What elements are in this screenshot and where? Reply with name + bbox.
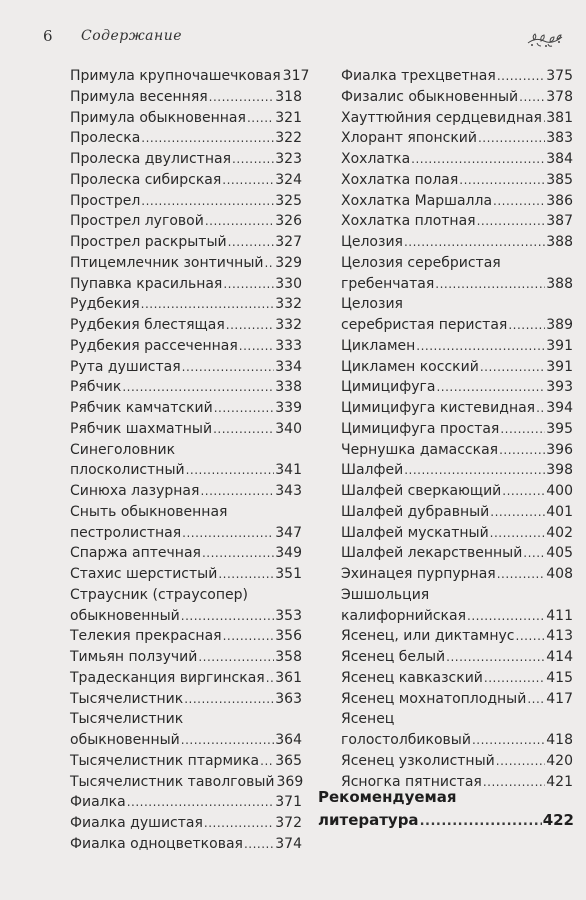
entry-page-number: 369 [276,773,304,790]
entry-page-number: 343 [275,483,302,499]
toc-entry[interactable] [341,460,573,481]
entry-page-number: 374 [275,835,302,852]
toc-entry[interactable] [70,709,302,751]
entry-title-line: Ясенец [341,711,395,728]
toc-entry[interactable] [341,336,573,357]
leader-dots [186,460,275,481]
entry-page-number: 329 [275,254,302,271]
toc-entry[interactable] [70,87,302,108]
leader-dots [467,606,545,627]
leader-dots [181,730,275,751]
toc-entry[interactable] [341,751,573,772]
entry-title-line: Тысячелистник [70,711,184,728]
toc-entry[interactable] [341,253,573,295]
toc-entry[interactable] [70,315,302,336]
leader-dots [223,274,274,295]
leader-dots [209,87,275,108]
entry-page-number: 375 [546,68,573,84]
leader-dots [478,128,545,149]
page-number: 6 [43,27,53,45]
toc-entry[interactable] [341,585,573,627]
entry-page-number: 358 [275,649,302,665]
toc-entry[interactable] [70,813,302,834]
entry-title: Рябчик камчатский [70,400,213,416]
toc-entry[interactable] [341,481,573,502]
bibliography-page: 422 [542,811,574,829]
entry-title: Птицемлечник зонтичный [70,254,264,271]
entry-title: Цикламен [341,337,416,354]
toc-entry[interactable] [341,170,573,191]
entry-title: Целозия [341,234,403,250]
entry-page-number: 384 [546,151,573,167]
entry-title-line: Целозия серебристая [341,254,501,271]
entry-title: Шалфей дубравный [341,503,490,520]
entry-page-number: 322 [275,130,302,147]
leader-dots [499,440,545,461]
entry-title: Ясенец мохнатоплодный [341,690,527,707]
entry-title: Примула весенняя [70,88,208,105]
leader-dots [223,626,275,647]
entry-page-number: 389 [546,317,573,333]
toc-entry[interactable] [70,564,302,585]
leader-dots [200,481,274,502]
entry-page-number: 332 [275,296,302,313]
entry-page-number: 353 [275,607,302,624]
entry-page-number: 333 [275,337,302,354]
toc-entry[interactable] [70,253,302,274]
entry-page-number: 421 [546,773,573,790]
entry-page-number: 356 [275,628,302,645]
leader-dots [214,398,275,419]
entry-title: Цикламен косский [341,358,479,375]
leader-dots [490,502,545,523]
entry-page-number: 408 [546,566,573,582]
toc-entry[interactable] [70,336,302,357]
leader-dots [411,149,545,170]
entry-page-number: 323 [275,151,302,167]
leader-dots [232,149,274,170]
entry-page-number: 325 [275,192,302,209]
entry-page-number: 338 [275,379,302,396]
leader-dots [264,253,274,274]
leader-dots [222,170,274,191]
entry-title: Тысячелистник [70,690,184,707]
entry-page-number: 391 [546,358,573,375]
leader-dots [484,668,545,689]
bibliography-line-2: литература [318,811,419,829]
toc-entry[interactable] [341,626,573,647]
toc-entry[interactable] [70,834,302,855]
entry-title: Хохлатка Маршалла [341,192,493,209]
leader-dots [226,315,275,336]
toc-entry[interactable] [70,377,302,398]
entry-title-line: Синеголовник [70,441,176,458]
entry-title: Примула крупночашечковая [70,68,281,84]
page-header [43,27,566,51]
toc-entry[interactable] [341,689,573,710]
entry-title-line: Эшшольция [341,586,430,603]
toc-entry[interactable] [70,502,302,544]
entry-page-number: 394 [546,400,573,416]
bibliography-entry[interactable] [318,786,574,833]
entry-page-number: 391 [546,337,573,354]
entry-title: Ясенец белый [341,649,446,665]
toc-entry[interactable] [70,689,302,710]
leader-dots [228,232,275,253]
toc-entry[interactable] [341,294,573,336]
toc-entry[interactable] [70,170,302,191]
entry-title: Хауттюйния сердцевидная [341,109,542,126]
entry-title: Примула обыкновенная [70,109,246,126]
toc-entry[interactable] [70,751,302,772]
entry-title: Ясногка пятнистая [341,773,482,790]
entry-page-number: 417 [546,690,573,707]
entry-page-number: 396 [546,441,573,458]
entry-title: Ясенец, или диктамнус [341,628,515,645]
entry-page-number: 363 [275,690,302,707]
leader-dots [416,336,545,357]
entry-title: Фиалка [70,794,126,811]
entry-title: Телекия прекрасная [70,628,222,645]
entry-page-number: 385 [546,171,573,188]
entry-page-number: 388 [546,234,573,250]
section-title: Содержание [81,28,183,44]
entry-title: Ясенец кавказский [341,669,483,686]
leader-dots [516,626,546,647]
entry-title: обыкновенный [70,607,180,624]
toc-entry[interactable] [70,668,302,689]
entry-title: Хохлатка [341,151,411,167]
leader-dots [497,564,546,585]
toc-entry[interactable] [341,87,573,108]
leader-dots [490,523,546,544]
entry-title: Цимицифуга [341,379,436,396]
toc-entry[interactable] [341,543,573,564]
leader-dots [247,108,274,129]
toc-entry[interactable] [341,502,573,523]
entry-title: Рудбекия [70,296,140,313]
entry-page-number: 332 [275,317,302,333]
leader-dots [527,689,545,710]
entry-title: Прострел раскрытый [70,234,227,250]
leader-dots [184,689,274,710]
entry-title: Шалфей мускатный [341,524,489,541]
toc-entry[interactable] [341,211,573,232]
entry-title: Шалфей сверкающий [341,483,502,499]
entry-page-number: 402 [546,524,573,541]
leader-dots [205,211,274,232]
entry-title: Рута душистая [70,358,181,375]
leader-dots [477,211,546,232]
leader-dots [480,357,545,378]
entry-title: Пролеска сибирская [70,171,222,188]
toc-left-column [70,66,310,855]
entry-title: Эхинацея пурпурная [341,566,496,582]
entry-title: Шалфей [341,462,404,479]
toc-entry[interactable] [341,523,573,544]
floral-ornament-icon [526,27,564,49]
leader-dots [181,606,275,627]
entry-title: плосколистный [70,462,185,479]
toc-entry[interactable] [341,377,573,398]
toc-entry[interactable] [70,274,302,295]
entry-page-number: 324 [275,171,302,188]
toc-entry[interactable] [70,294,302,315]
leader-dots [260,751,274,772]
entry-title: Тысячелистник птармика [70,752,260,769]
leader-dots [202,543,274,564]
entry-title: Хлорант японский [341,130,477,147]
entry-title: Пролеска двулистная [70,151,231,167]
toc-entry[interactable] [341,191,573,212]
entry-page-number: 372 [275,815,302,831]
leader-dots [404,232,545,253]
toc-entry[interactable] [70,191,302,212]
entry-page-number: 321 [275,109,302,126]
toc-entry[interactable] [70,626,302,647]
leader-dots [497,66,545,87]
bibliography-line-1: Рекомендуемая [318,788,457,806]
toc-entry[interactable] [341,128,573,149]
toc-entry[interactable] [70,419,302,440]
entry-page-number: 395 [546,420,573,437]
toc-entry[interactable] [70,357,302,378]
entry-page-number: 393 [546,379,573,396]
toc-entry[interactable] [70,481,302,502]
entry-title: Цимицифуга простая [341,420,500,437]
toc-entry[interactable] [70,440,302,482]
toc-entry[interactable] [70,398,302,419]
toc-entry[interactable] [341,398,573,419]
entry-page-number: 386 [546,192,573,209]
toc-entry[interactable] [70,211,302,232]
leader-dots [244,834,274,855]
entry-page-number: 387 [546,213,573,230]
entry-page-number: 411 [546,607,573,624]
entry-page-number: 351 [275,566,302,582]
entry-page-number: 383 [546,130,573,147]
leader-dots [239,336,275,357]
leader-dots [446,647,545,668]
entry-page-number: 339 [275,400,302,416]
entry-title: Цимицифуга кистевидная [341,400,536,416]
entry-page-number: 364 [275,732,302,748]
leader-dots [508,315,545,336]
leader-dots [543,108,545,129]
entry-title-line: Страусник (страусопер) [70,586,248,603]
leader-dots [122,377,274,398]
toc-entry[interactable] [70,108,302,129]
entry-title-line: Целозия [341,296,403,313]
entry-page-number: 326 [275,213,302,230]
leader-dots [141,128,274,149]
entry-page-number: 388 [546,275,573,292]
toc-entry[interactable] [341,357,573,378]
leader-dots [472,730,545,751]
entry-title: Пупавка красильная [70,275,223,292]
toc-entry[interactable] [341,564,573,585]
toc-entry[interactable] [341,647,573,668]
entry-title: Прострел [70,192,141,209]
entry-page-number: 401 [546,503,573,520]
entry-title: Рудбекия блестящая [70,317,225,333]
entry-title: Спаржа аптечная [70,545,201,562]
leader-dots [404,460,545,481]
entry-title: Пролеска [70,130,141,147]
leader-dots [493,191,545,212]
entry-page-number: 378 [546,88,573,105]
entry-title-line: Сныть обыкновенная [70,503,228,520]
entry-page-number: 414 [546,649,573,665]
leader-dots [213,419,274,440]
entry-title: обыкновенный [70,732,180,748]
entry-page-number: 318 [275,88,302,105]
entry-title: голостолбиковый [341,732,471,748]
entry-title: Шалфей лекарственный [341,545,523,562]
entry-title: Традесканция виргинская [70,669,265,686]
entry-page-number: 334 [275,358,302,375]
entry-page-number: 365 [275,752,302,769]
leader-dots [141,294,275,315]
leader-dots [182,357,275,378]
entry-page-number: 415 [546,669,573,686]
leader-dots [459,170,545,191]
toc-entry[interactable] [70,792,302,813]
leader-dots [266,668,275,689]
entry-page-number: 330 [275,275,302,292]
entry-title: Тимьян ползучий [70,649,198,665]
leader-dots [218,564,274,585]
entry-page-number: 405 [546,545,573,562]
entry-page-number: 317 [282,68,310,84]
leader-dots [536,398,545,419]
leader-dots [523,543,545,564]
toc-entry[interactable] [70,772,302,793]
entry-page-number: 349 [275,545,302,562]
entry-title: Чернушка дамасская [341,441,499,458]
entry-page-number: 361 [275,669,302,686]
entry-title: Ясенец узколистный [341,752,495,769]
toc-entry[interactable] [70,543,302,564]
entry-title: пестролистная [70,524,182,541]
leader-dots [519,87,545,108]
leader-dots [496,751,546,772]
entry-title: серебристая перистая [341,317,508,333]
entry-page-number: 347 [275,524,302,541]
toc-entry[interactable] [341,108,573,129]
leader-dots [435,274,545,295]
toc-entry[interactable] [70,66,310,87]
entry-title: Хохлатка полая [341,171,459,188]
entry-title: Фиалка трехцветная [341,68,496,84]
leader-dots [198,647,274,668]
leader-dots [141,191,274,212]
entry-title: Хохлатка плотная [341,213,476,230]
leader-dots [182,523,274,544]
toc-right-column [341,66,573,792]
leader-dots [204,813,274,834]
toc-entry[interactable] [341,668,573,689]
leader-dots [420,810,542,833]
entry-title: Рябчик шахматный [70,420,213,437]
toc-entry[interactable] [70,128,302,149]
entry-page-number: 398 [546,462,573,479]
toc-entry[interactable] [70,647,302,668]
entry-title: Рябчик [70,379,122,396]
toc-entry[interactable] [341,709,573,751]
entry-page-number: 371 [275,794,302,811]
toc-entry[interactable] [70,232,302,253]
entry-page-number: 381 [546,109,573,126]
entry-title: калифорнийская [341,607,467,624]
entry-page-number: 413 [546,628,573,645]
toc-entry[interactable] [341,232,573,253]
leader-dots [502,481,545,502]
toc-entry[interactable] [70,149,302,170]
toc-entry[interactable] [70,585,302,627]
entry-title: Фиалка одноцветковая [70,835,243,852]
leader-dots [436,377,545,398]
entry-title: Физалис обыкновенный [341,88,519,105]
entry-title: Прострел луговой [70,213,204,230]
entry-title: гребенчатая [341,275,435,292]
toc-entry[interactable] [341,66,573,87]
entry-page-number: 340 [275,420,302,437]
entry-page-number: 418 [546,732,573,748]
entry-page-number: 341 [275,462,302,479]
leader-dots [127,792,275,813]
entry-page-number: 327 [275,234,302,250]
entry-title: Фиалка душистая [70,815,203,831]
entry-page-number: 420 [546,752,573,769]
toc-entry[interactable] [341,149,573,170]
entry-title: Рудбекия рассеченная [70,337,238,354]
toc-entry[interactable] [341,419,573,440]
entry-title: Тысячелистник таволговый [70,773,275,790]
entry-title: Синюха лазурная [70,483,200,499]
leader-dots [500,419,545,440]
toc-entry[interactable] [341,440,573,461]
entry-title: Стахис шерстистый [70,566,218,582]
entry-page-number: 400 [546,483,573,499]
